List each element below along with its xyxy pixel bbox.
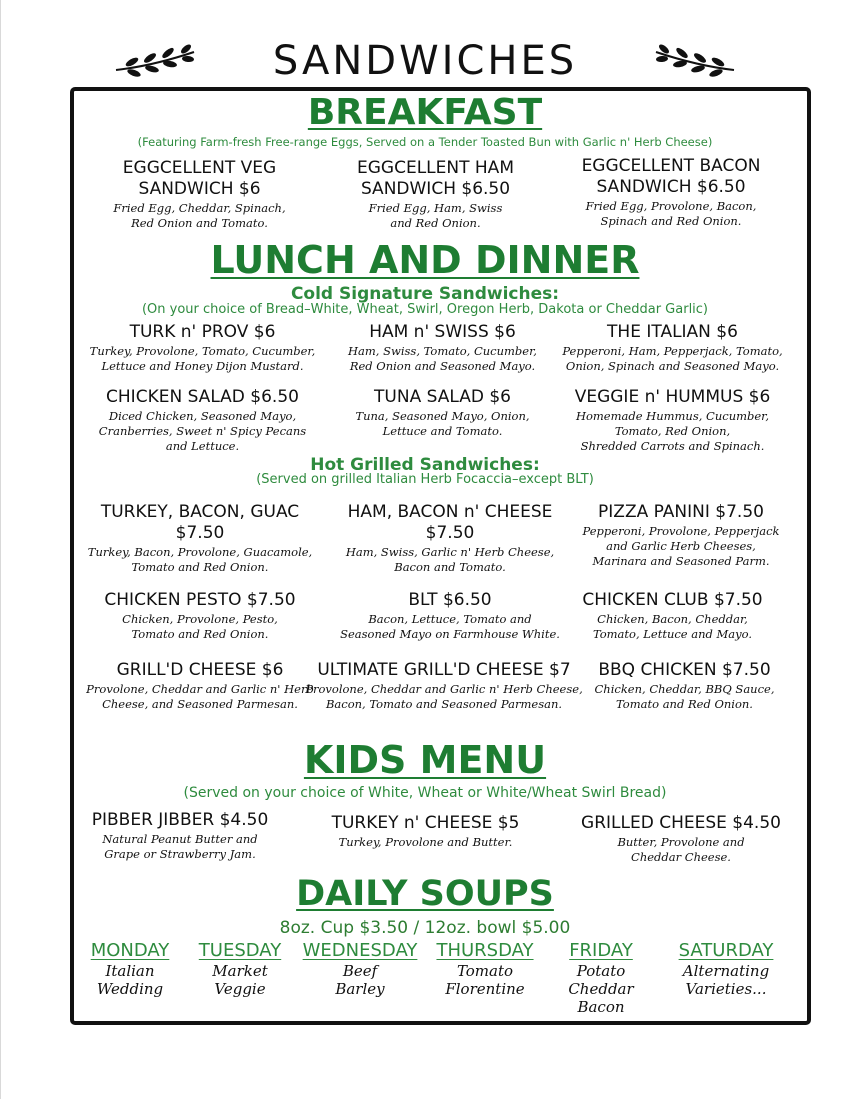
day-soup: Beef Barley (335, 962, 385, 998)
breakfast-subtitle: (Featuring Farm-fresh Free-range Eggs, Served on a Tender Toasted Bun with Garlic n' Herb Cheese) (137, 135, 713, 149)
item-name: EGGCELLENT VEG SANDWICH $6 (122, 158, 277, 199)
kids-menu-title: KIDS MENU (303, 738, 547, 782)
day-name: FRIDAY (569, 940, 633, 961)
soup-prices: 8oz. Cup $3.50 / 12oz. bowl $5.00 (279, 918, 571, 938)
soup-day (296, 940, 424, 998)
item-name: PIBBER JIBBER $4.50 (91, 810, 269, 830)
item-name: BBQ CHICKEN $7.50 (598, 660, 771, 680)
item-description: Fried Egg, Ham, Swiss and Red Onion. (368, 201, 503, 230)
soup-day (80, 940, 180, 998)
item-description: Natural Peanut Butter and Grape or Strawberry Jam. (102, 832, 258, 861)
day-soup: Italian Wedding (96, 962, 164, 998)
breakfast-title: BREAKFAST (307, 92, 543, 133)
breakfast-item (560, 156, 782, 229)
cold-sandwiches-heading: Cold Signature Sandwiches: (290, 284, 560, 304)
item-name: BLT $6.50 (408, 590, 492, 610)
item-description: Bacon, Lettuce, Tomato and Seasoned Mayo on Farmhouse White. (340, 612, 560, 641)
soup-day (552, 940, 650, 1016)
item-description: Butter, Provolone and Cheddar Cheese. (617, 835, 745, 864)
day-soup: Potato Cheddar Bacon (568, 962, 634, 1016)
item-name: TUNA SALAD $6 (374, 387, 511, 407)
item-name: GRILLED CHEESE $4.50 (581, 813, 781, 833)
item-description: Chicken, Bacon, Cheddar, Tomato, Lettuce and Mayo. (592, 612, 753, 641)
item-name: PIZZA PANINI $7.50 (598, 502, 764, 522)
item-name: ULTIMATE GRILL'D CHEESE $7 (317, 660, 571, 680)
hot-sandwiches-subtitle: (Served on grilled Italian Herb Focaccia–except BLT) (256, 472, 594, 487)
item-description: Fried Egg, Cheddar, Spinach, Red Onion and Tomato. (113, 201, 286, 230)
item-description: Ham, Swiss, Garlic n' Herb Cheese, Bacon and Tomato. (345, 545, 555, 574)
item-name: TURKEY n' CHEESE $5 (331, 813, 520, 833)
day-name: TUESDAY (198, 940, 282, 961)
soup-day (190, 940, 290, 998)
lunch-dinner-title: LUNCH AND DINNER (210, 238, 640, 282)
item-name: VEGGIE n' HUMMUS $6 (574, 387, 771, 407)
item-description: Ham, Swiss, Tomato, Cucumber, Red Onion and Seasoned Mayo. (348, 344, 537, 373)
kids-menu-subtitle: (Served on your choice of White, Wheat or White/Wheat Swirl Bread) (183, 785, 667, 801)
item-description: Pepperoni, Provolone, Pepperjack and Garlic Herb Cheeses, Marinara and Seasoned Parm. (582, 524, 780, 568)
soup-day (662, 940, 790, 998)
menu-item (80, 502, 320, 575)
menu-item (325, 590, 575, 642)
breakfast-item (328, 158, 543, 231)
day-name: MONDAY (90, 940, 170, 961)
day-name: SATURDAY (678, 940, 774, 961)
item-name: CHICKEN CLUB $7.50 (582, 590, 763, 610)
item-description: Turkey, Bacon, Provolone, Guacamole, Tomato and Red Onion. (87, 545, 313, 574)
item-description: Provolone, Cheddar and Garlic n' Herb Cheese, Bacon, Tomato and Seasoned Parmesan. (305, 682, 583, 711)
day-soup: Alternating Varieties... (682, 962, 770, 998)
item-description: Turkey, Provolone, Tomato, Cucumber, Lettuce and Honey Dijon Mustard. (89, 344, 316, 373)
menu-item (325, 502, 575, 575)
day-name: THURSDAY (436, 940, 534, 961)
item-description: Chicken, Cheddar, BBQ Sauce, Tomato and Red Onion. (594, 682, 775, 711)
menu-item (80, 660, 320, 712)
breakfast-item (92, 158, 307, 231)
menu-item (303, 660, 585, 712)
item-description: Homemade Hummus, Cucumber, Tomato, Red Onion, Shredded Carrots and Spinach. (575, 409, 770, 453)
item-name: TURKEY, BACON, GUAC $7.50 (100, 502, 300, 543)
menu-item (560, 322, 785, 374)
cold-sandwiches-subtitle: (On your choice of Bread–White, Wheat, Swirl, Oregon Herb, Dakota or Cheddar Garlic) (141, 302, 709, 317)
item-name: CHICKEN PESTO $7.50 (104, 590, 296, 610)
menu-item (575, 502, 787, 569)
item-description: Fried Egg, Provolone, Bacon, Spinach and Red Onion. (585, 199, 757, 228)
item-description: Pepperoni, Ham, Pepperjack, Tomato, Onion, Spinach and Seasoned Mayo. (562, 344, 783, 373)
item-name: GRILL'D CHEESE $6 (116, 660, 284, 680)
day-name: WEDNESDAY (302, 940, 418, 961)
kids-item (565, 813, 797, 865)
kids-item (75, 810, 285, 862)
item-name: HAM, BACON n' CHEESE $7.50 (347, 502, 553, 543)
wheat-sprig-right-icon (648, 44, 738, 78)
menu-item (80, 590, 320, 642)
menu-item (330, 322, 555, 374)
daily-soups-title: DAILY SOUPS (296, 874, 554, 914)
item-name: HAM n' SWISS $6 (369, 322, 516, 342)
page-title: SANDWICHES (272, 38, 578, 84)
item-name: EGGCELLENT HAM SANDWICH $6.50 (357, 158, 514, 199)
day-soup: Tomato Florentine (445, 962, 525, 998)
item-name: THE ITALIAN $6 (607, 322, 738, 342)
menu-item (85, 322, 320, 374)
item-description: Provolone, Cheddar and Garlic n' Herb Cheese, and Seasoned Parmesan. (86, 682, 314, 711)
menu-item (570, 590, 775, 642)
item-description: Tuna, Seasoned Mayo, Onion, Lettuce and Tomato. (355, 409, 530, 438)
menu-item (330, 387, 555, 439)
menu-item (85, 387, 320, 454)
item-description: Chicken, Provolone, Pesto, Tomato and Red Onion. (122, 612, 278, 641)
item-description: Turkey, Provolone and Butter. (338, 835, 513, 849)
item-name: EGGCELLENT BACON SANDWICH $6.50 (581, 156, 761, 197)
item-description: Diced Chicken, Seasoned Mayo, Cranberries, Sweet n' Spicy Pecans and Lettuce. (98, 409, 307, 453)
day-soup: Market Veggie (212, 962, 268, 998)
item-name: TURK n' PROV $6 (129, 322, 276, 342)
menu-item (582, 660, 787, 712)
hot-sandwiches-heading: Hot Grilled Sandwiches: (310, 455, 540, 475)
soup-day (426, 940, 544, 998)
kids-item (318, 813, 533, 850)
item-name: CHICKEN SALAD $6.50 (106, 387, 299, 407)
menu-item (560, 387, 785, 454)
